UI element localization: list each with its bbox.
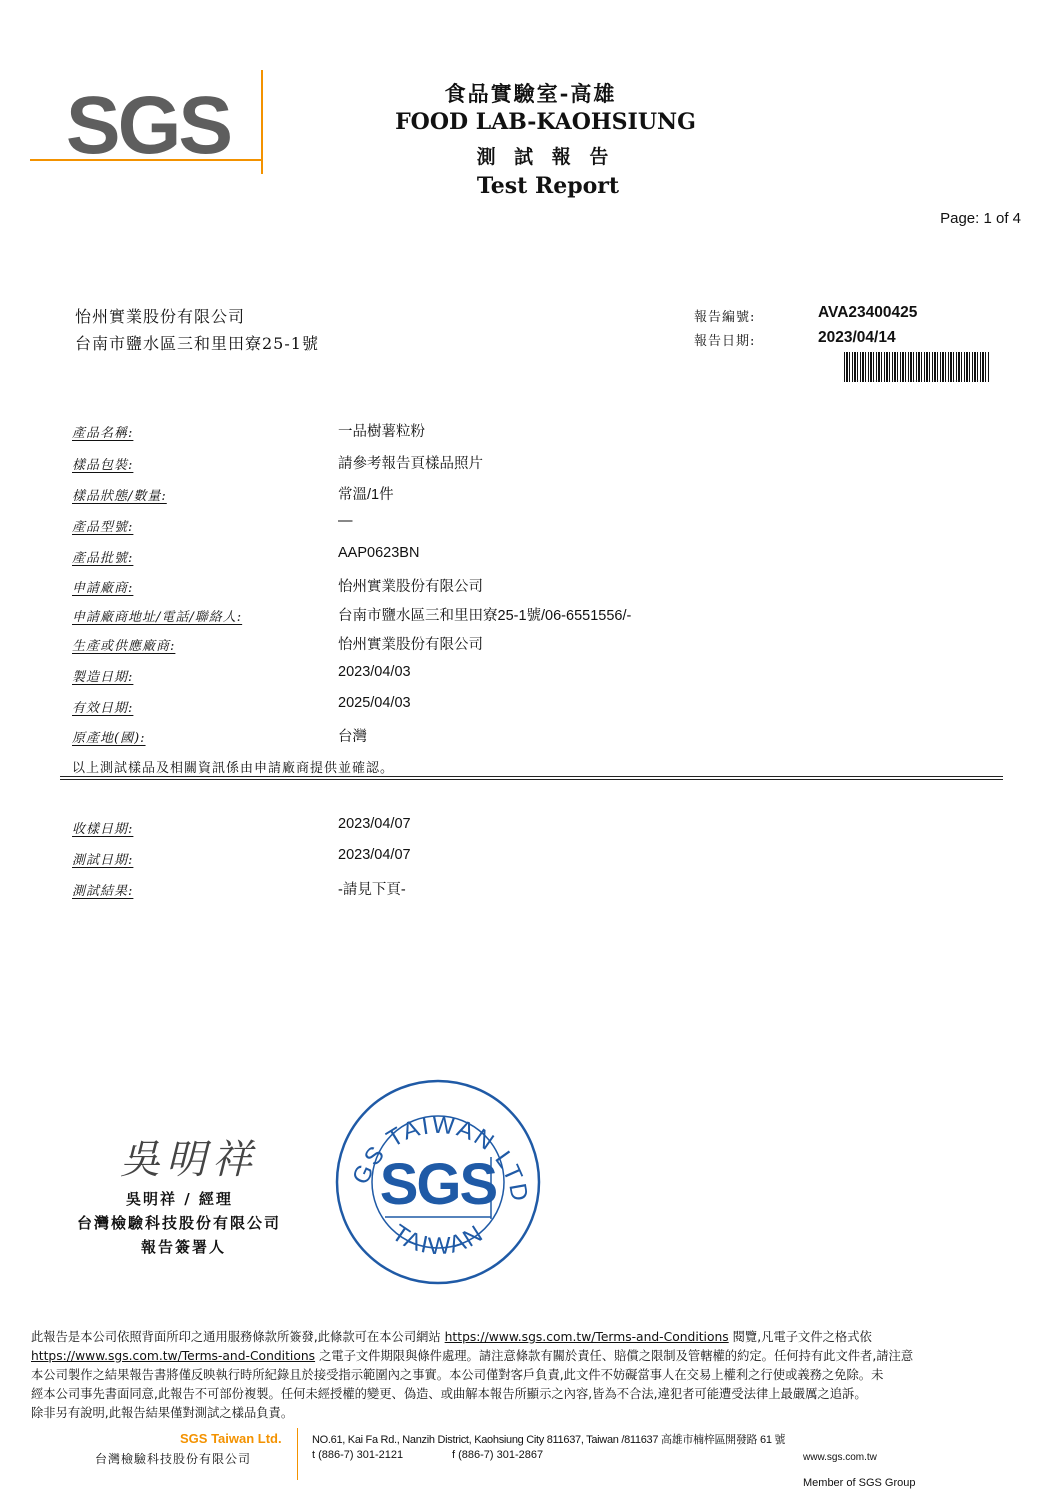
field-value: 怡州實業股份有限公司 (338, 579, 483, 595)
field-value: 台南市鹽水區三和里田寮25-1號/06-6551556/- (338, 608, 632, 624)
field-value: 一品樹薯粒粉 (338, 424, 425, 440)
notice-line (31, 1347, 1036, 1366)
report-date-label: 報告日期: (694, 334, 756, 349)
field-value: 2023/04/03 (338, 664, 411, 680)
client-name: 怡州實業股份有限公司 (75, 307, 246, 326)
sample-disclaimer: 以上測試樣品及相關資訊係由申請廠商提供並確認。 (72, 761, 395, 776)
svg-text:SGS: SGS (379, 1152, 497, 1217)
field-row (72, 422, 133, 441)
signer-role: 報告簽署人 (141, 1238, 227, 1256)
field-row (72, 606, 242, 625)
report-title-zh: 測 試 報 告 (476, 146, 615, 168)
field-label: 申請廠商地址/電話/聯絡人: (72, 610, 243, 625)
notice-line: 本公司製作之結果報告書將僅反映執行時所紀錄且於接受指示範圍內之事實。本公司僅對客戶負責,此文件不妨礙當事人在交易上權利之行使或義務之免除。未 (31, 1368, 884, 1382)
field-row (72, 818, 133, 837)
notice-line: 經本公司事先書面同意,此報告不可部份複製。任何未經授權的變更、偽造、或曲解本報告所顯示之內容,皆為不合法,違犯者可能遭受法律上最嚴厲之追訴。 (31, 1387, 867, 1401)
field-row (72, 727, 146, 746)
report-number: AVA23400425 (818, 304, 918, 321)
field-label: 產品批號: (72, 551, 134, 566)
report-number-label: 報告編號: (694, 310, 756, 325)
terms-link[interactable]: https://www.sgs.com.tw/Terms-and-Conditions (31, 1349, 316, 1363)
svg-text:TAIWAN: TAIWAN (386, 1219, 490, 1261)
lab-name-en: FOOD LAB-KAOHSIUNG (395, 109, 696, 135)
barcode (844, 352, 990, 382)
lab-name-zh: 食品實驗室-高雄 (444, 81, 617, 106)
notice-text: 之電子文件期限與條件處理。請注意條款有關於責任、賠償之限制及管轄權的約定。任何持有此文件者,請注意 (318, 1349, 914, 1363)
field-label: 產品型號: (72, 520, 134, 535)
client-address: 台南市鹽水區三和里田寮25-1號 (75, 334, 319, 353)
footer-member: Member of SGS Group (803, 1477, 916, 1489)
field-label: 原產地(國): (72, 731, 146, 746)
handwritten-signature: 吳明祥 (120, 1137, 258, 1183)
field-row (72, 666, 133, 685)
field-value: 2023/04/07 (338, 816, 411, 832)
footer-company-en: SGS Taiwan Ltd. (180, 1431, 282, 1446)
section-divider (60, 776, 1003, 780)
page-number: Page: 1 of 4 (940, 210, 1021, 227)
field-row (72, 849, 133, 868)
footer-tel: t (886-7) 301-2121 (312, 1449, 404, 1461)
notice-line (31, 1328, 1036, 1347)
field-value: 台灣 (338, 729, 367, 745)
footer-address: NO.61, Kai Fa Rd., Nanzih District, Kaohsiung City 811637, Taiwan /811637 高雄市楠梓區開發路 61 號 (312, 1434, 786, 1446)
field-label: 生產或供應廠商: (72, 639, 176, 654)
field-value: -請見下頁- (338, 882, 406, 898)
report-title-en: Test Report (476, 173, 620, 199)
field-row (72, 880, 133, 899)
notice-line: 除非另有說明,此報告結果僅對測試之樣品負責。 (31, 1406, 294, 1420)
field-row (72, 454, 133, 473)
field-value: 請參考報告頁樣品照片 (338, 456, 483, 472)
field-label: 測試日期: (72, 853, 134, 868)
report-date: 2023/04/14 (818, 329, 896, 346)
field-label: 有效日期: (72, 701, 134, 716)
field-label: 測試結果: (72, 884, 134, 899)
field-label: 產品名稱: (72, 426, 134, 441)
field-row (72, 547, 133, 566)
footer-divider (297, 1428, 298, 1480)
field-value: 2023/04/07 (338, 847, 411, 863)
terms-link[interactable]: https://www.sgs.com.tw/Terms-and-Conditions (444, 1330, 729, 1344)
field-row (72, 577, 133, 596)
field-label: 收樣日期: (72, 822, 134, 837)
field-label: 製造日期: (72, 670, 134, 685)
footer-fax: f (886-7) 301-2867 (452, 1449, 544, 1461)
footer-website[interactable]: www.sgs.com.tw (803, 1452, 877, 1463)
signer-company: 台灣檢驗科技股份有限公司 (77, 1214, 282, 1232)
field-label: 樣品包裝: (72, 458, 134, 473)
field-value: 常溫/1件 (338, 487, 394, 503)
field-row (72, 516, 133, 535)
field-row (72, 697, 133, 716)
field-label: 申請廠商: (72, 581, 134, 596)
footer-company-zh: 台灣檢驗科技股份有限公司 (95, 1452, 252, 1466)
svg-text:SGS TAIWAN LTD: GS TAIWAN LTD (347, 1111, 534, 1205)
company-stamp (333, 1077, 543, 1287)
notice-text: 此報告是本公司依照背面所印之通用服務條款所簽發,此條款可在本公司網站 (31, 1330, 441, 1344)
field-row (72, 635, 175, 654)
signer-name-title: 吳明祥 / 經理 (126, 1190, 233, 1208)
notice-text: 閱覽,凡電子文件之格式依 (732, 1330, 872, 1344)
field-value: — (338, 513, 353, 529)
field-row (72, 485, 167, 504)
field-value: 怡州實業股份有限公司 (338, 637, 483, 653)
svg-text:SGS: SGS (65, 80, 231, 171)
field-value: 2025/04/03 (338, 695, 411, 711)
legal-notice (31, 1328, 1036, 1423)
field-value: AAP0623BN (338, 545, 420, 561)
field-label: 樣品狀態/數量: (72, 489, 167, 504)
